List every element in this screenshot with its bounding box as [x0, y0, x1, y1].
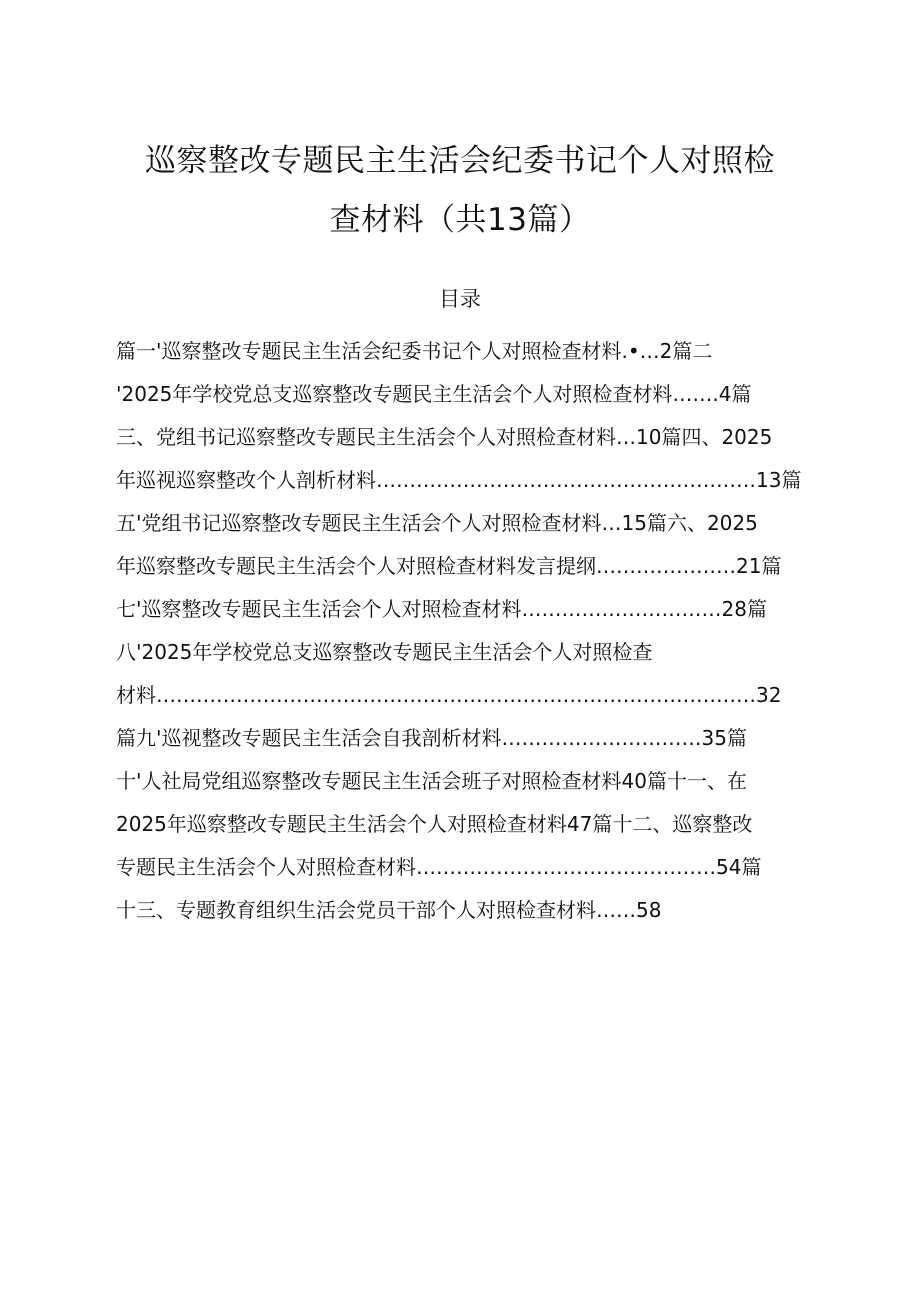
toc-line: 十三、专题教育组织生活会党员干部个人对照检查材料……58	[116, 898, 662, 922]
toc-line: 2025年巡察整改专题民主生活会个人对照检查材料47篇十二、巡察整改	[116, 812, 753, 836]
toc-heading: 目录	[439, 287, 481, 311]
toc-line: 年巡视巡察整改个人剖析材料…………………………………………………13篇	[116, 468, 802, 492]
toc-line: 十'人社局党组巡察整改专题民主生活会班子对照检查材料40篇十一、在	[116, 769, 747, 793]
toc-line: 五'党组书记巡察整改专题民主生活会个人对照检查材料…15篇六、2025	[116, 511, 758, 535]
toc-line: 材料………………………………………………………………………………32	[116, 683, 782, 707]
toc-line: 八'2025年学校党总支巡察整改专题民主生活会个人对照检查	[116, 640, 653, 664]
toc-line: 专题民主生活会个人对照检查材料………………………………………54篇	[116, 855, 762, 879]
toc-line: 三、党组书记巡察整改专题民主生活会个人对照检查材料…10篇四、2025	[116, 425, 773, 449]
document-title-line-2: 查材料（共13篇）	[329, 202, 591, 238]
toc-line: 年巡察整改专题民主生活会个人对照检查材料发言提纲…………………21篇	[116, 554, 782, 578]
toc-line: 七'巡察整改专题民主生活会个人对照检查材料…………………………28篇	[116, 597, 767, 621]
document-title-line-1: 巡察整改专题民主生活会纪委书记个人对照检	[145, 143, 775, 179]
toc-line: 篇九'巡视整改专题民主生活会自我剖析材料…………………………35篇	[116, 726, 747, 750]
toc-line: '2025年学校党总支巡察整改专题民主生活会个人对照检查材料…….4篇	[116, 382, 752, 406]
toc-line: 篇一'巡察整改专题民主生活会纪委书记个人对照检查材料.•…2篇二	[116, 339, 713, 363]
